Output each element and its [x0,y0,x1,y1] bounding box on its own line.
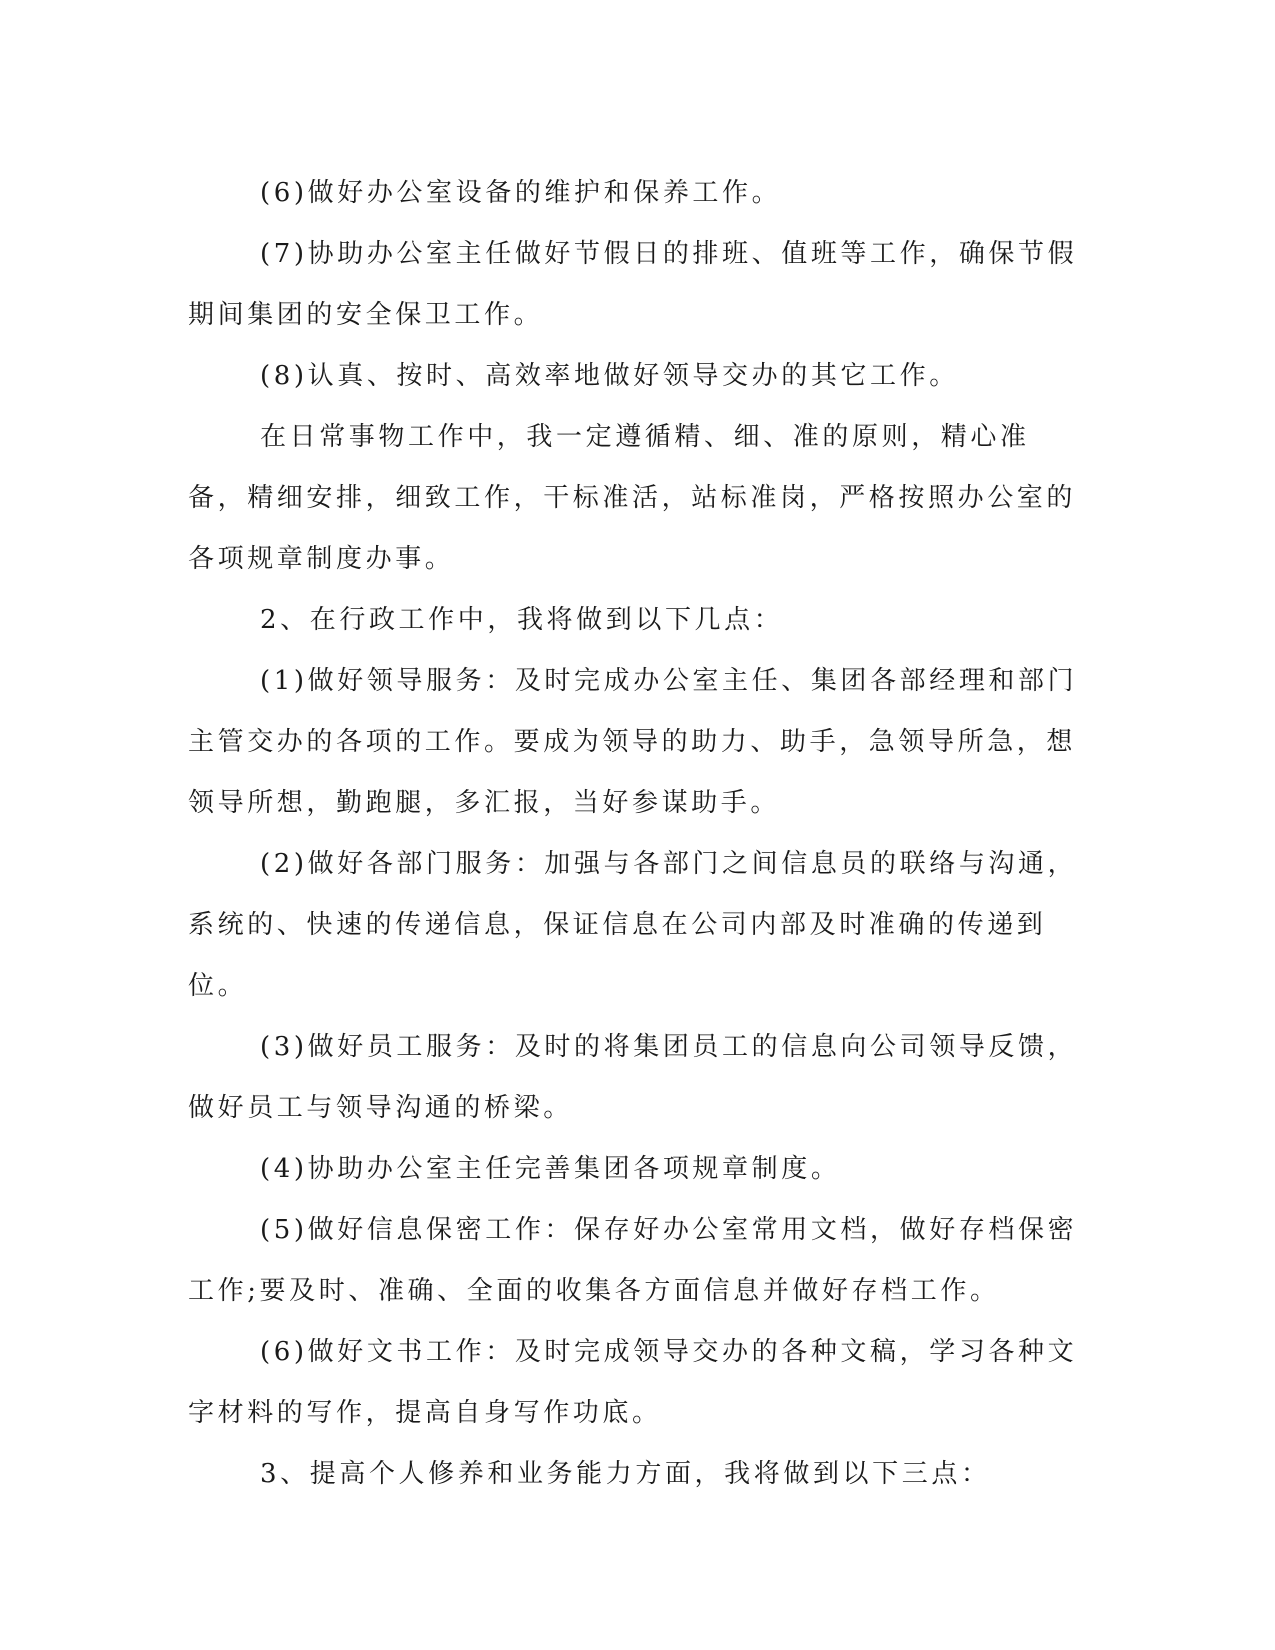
section-heading-2-administration: 2、在行政工作中，我将做到以下几点： [260,605,784,635]
paragraph-item-4-regulations: (4)协助办公室主任完善集团各项规章制度。 [260,1154,841,1184]
paragraph-item-7-holiday-duty: (7)协助办公室主任做好节假日的排班、值班等工作，确保节假期间集团的安全保卫工作。 [188,239,1078,330]
paragraph-item-5-confidentiality: (5)做好信息保密工作：保存好办公室常用文档，做好存档保密工作;要及时、准确、全面的收集各方面信息并做好存档工作。 [188,1215,1078,1306]
paragraph-item-2-department-service: (2)做好各部门服务：加强与各部门之间信息员的联络与沟通，系统的、快速的传递信息，保证信息在公司内部及时准确的传递到位。 [188,849,1078,1001]
paragraph-item-6-equipment: (6)做好办公室设备的维护和保养工作。 [260,178,782,208]
section-heading-3-self-improvement: 3、提高个人修养和业务能力方面，我将做到以下三点： [260,1459,991,1489]
paragraph-item-1-leader-service: (1)做好领导服务：及时完成办公室主任、集团各部经理和部门主管交办的各项的工作。要成为领导的助力、助手，急领导所急，想领导所想，勤跑腿，多汇报，当好参谋助手。 [188,666,1078,818]
paragraph-item-3-employee-service: (3)做好员工服务：及时的将集团员工的信息向公司领导反馈，做好员工与领导沟通的桥梁。 [188,1032,1078,1123]
document-body [188,163,1088,1505]
paragraph-item-6-documents: (6)做好文书工作：及时完成领导交办的各种文稿，学习各种文字材料的写作，提高自身写作功底。 [188,1337,1078,1428]
paragraph-item-8-other-tasks: (8)认真、按时、高效率地做好领导交办的其它工作。 [260,361,959,391]
paragraph-daily-affairs: 在日常事物工作中，我一定遵循精、细、准的原则，精心准备，精细安排，细致工作，干标准活，站标准岗，严格按照办公室的各项规章制度办事。 [188,422,1077,574]
